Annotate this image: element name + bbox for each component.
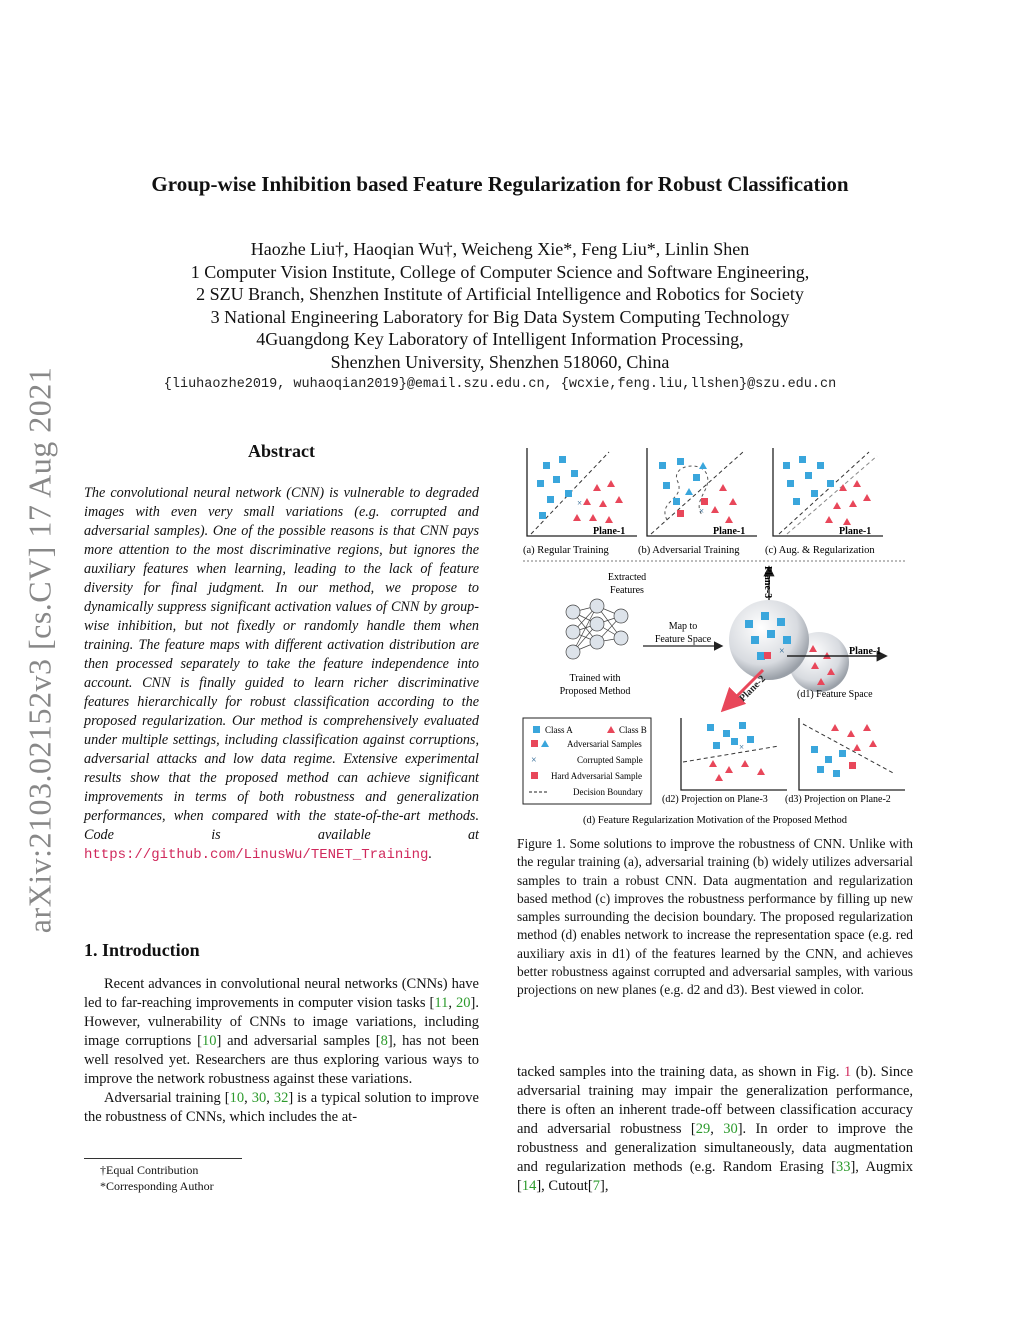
subcaption-c: (c) Aug. & Regularization: [765, 545, 875, 556]
svg-text:×: ×: [779, 646, 785, 657]
citation-11[interactable]: 11: [434, 995, 449, 1011]
intro-heading: 1. Introduction: [84, 940, 200, 960]
feature-space-spheres: [725, 566, 885, 708]
arxiv-id-text: arXiv:2103.02152v3 [cs.CV] 17 Aug 2021: [21, 366, 58, 934]
svg-text:×: ×: [739, 742, 745, 752]
citation-30-right[interactable]: 30: [723, 1121, 738, 1137]
abstract-body: The convolutional neural network (CNN) is vulnerable to degraded images with even very small variations (e.g. corrupted and adversarial samples). One of the possible reasons is that CNN pays more attention to the most discriminative regions, but ignores the auxiliary features when learning, leading to the lack of feature diversity for final judgment. In our method, we propose to dynamically suppress significant activation values of CNN by group-wise inhibition, but not fixedly or randomly handle them when training. The feature maps with different activation distribution are then processed separately to take the feature independence into account. CNN is finally guided to learn richer discriminative features hierarchically for robust classification according to the proposed regularization. Our method is comprehensively evaluated under multiple settings, including classification against corruptions, adversarial attacks and low data regime. Extensive experimental results show that the proposed method can achieve significant improvements in terms of both robustness and generalization performances, when compared with the state-of-the-art methods. Code is available at: [84, 485, 479, 843]
plane-1-a: Plane-1: [593, 526, 626, 537]
d1-label: (d1) Feature Space: [797, 689, 873, 700]
panel-c: [765, 448, 883, 556]
plane-1-c: Plane-1: [839, 526, 872, 537]
footnotes: [100, 1162, 214, 1194]
map-label-1: Map to: [668, 621, 698, 632]
affiliation-3: 3 National Engineering Laboratory for Big Data System Computing Technology: [210, 306, 790, 327]
abstract-text: [84, 484, 479, 865]
svg-text:×: ×: [531, 755, 537, 766]
d3-label: (d3) Projection on Plane-2: [785, 794, 891, 805]
author-emails: {liuhaozhe2019, wuhaoqian2019}@email.szu.edu.cn, {wcxie,feng.liu,llshen}@szu.edu.cn: [163, 377, 837, 392]
affiliation-1: 1 Computer Vision Institute, College of Computer Science and Software Engineering,: [190, 261, 810, 282]
intro-text: [84, 975, 479, 1127]
subcaption-a: (a) Regular Training: [523, 545, 609, 556]
panel-b: [638, 448, 757, 556]
subcaption-b: (b) Adversarial Training: [638, 545, 740, 556]
figure-ref-1[interactable]: 1: [843, 1064, 852, 1080]
legend-class-a: Class A: [545, 725, 573, 735]
plane-2-label: Plane-2: [737, 673, 768, 705]
trained-label-2: Proposed Method: [559, 686, 631, 697]
legend-adversarial: Adversarial Samples: [567, 739, 642, 749]
map-label-2: Feature Space: [654, 634, 712, 645]
d2-label: (d2) Projection on Plane-3: [662, 794, 768, 805]
intro-paragraph-2: Adversarial training [10, 30, 32] is a typical solution to improve the robustness of CNNs, which includes the at-: [84, 1090, 479, 1125]
panel-d2: [662, 718, 787, 805]
network-diagram: [566, 599, 628, 659]
citation-30[interactable]: 30: [251, 1090, 267, 1106]
plane-1-d: Plane-1: [849, 646, 882, 657]
right-column-text: tacked samples into the training data, as shown in Fig. 1 (b). Since adversarial training may impair the generalization performance, there is often an inherent trade-off between classification accuracy and adversarial robustness [29, 30]. In order to improve the robustness and generalization simultaneously, data augmentation and regularization methods (e.g. Random Erasing [33], Augmix [14], Cutout[7],: [517, 1064, 914, 1194]
panel-d3: [785, 718, 905, 805]
arxiv-identifier: [8, 350, 72, 950]
svg-text:×: ×: [699, 506, 705, 516]
d-caption: (d) Feature Regularization Motivation of the Proposed Method: [583, 815, 847, 826]
extracted-label-1: Extracted: [607, 572, 647, 583]
intro-paragraph-1: Recent advances in convolutional neural networks (CNNs) have led to far-reaching improvements in computer vision tasks [11, 20]. However, vulnerability of CNNs to image variations, including image corruptions [10] and adversarial samples [8], has not been well resolved yet. Researchers are thus exploring various ways to improve the network robustness against these variations.: [84, 976, 480, 1087]
abstract-end: .: [428, 846, 433, 862]
footnote-equal: †Equal Contribution: [100, 1163, 199, 1177]
legend: [523, 718, 651, 804]
citation-10b[interactable]: 10: [229, 1090, 245, 1106]
author-block: [60, 238, 940, 373]
authors: Haozhe Liu†, Haoqian Wu†, Weicheng Xie*, Feng Liu*, Linlin Shen: [250, 239, 750, 259]
citation-20[interactable]: 20: [456, 995, 471, 1011]
plane-3-label: Plane-3: [762, 566, 773, 599]
extracted-label-2: Features: [610, 585, 644, 596]
trained-label-1: Trained with: [569, 673, 621, 684]
affiliation-5: Shenzhen University, Shenzhen 518060, China: [330, 351, 670, 372]
figure-caption: Figure 1. Some solutions to improve the robustness of CNN. Unlike with the regular training (a), adversarial training (b) widely utilizes adversarial samples to train a robust CNN. Data augmentation and regularization based method (c) improves the robustness performance by filling up new samples surrounding the decision boundary. The proposed regularization method (d) enables network to increase the representation space (e.g. red auxiliary axis in d1) of the features learned by the CNN, and achieves better robustness against corrupted and adversarial samples, with various projections on new planes (e.g. d2 and d3). Best viewed in color.: [517, 836, 913, 998]
plane-1-b: Plane-1: [713, 526, 746, 537]
legend-class-b: Class B: [619, 725, 647, 735]
citation-10[interactable]: 10: [201, 1033, 217, 1049]
citation-29[interactable]: 29: [695, 1121, 711, 1137]
legend-corrupted: Corrupted Sample: [577, 755, 643, 765]
citation-33[interactable]: 33: [835, 1159, 851, 1175]
footnote-corresponding: *Corresponding Author: [100, 1179, 214, 1193]
figure-1: [517, 440, 913, 830]
citation-8[interactable]: 8: [380, 1033, 388, 1049]
code-link[interactable]: https://github.com/LinusWu/TENET_Training: [84, 847, 429, 863]
paper-title: Group-wise Inhibition based Feature Regularization for Robust Classification: [151, 172, 849, 196]
panel-a: [523, 448, 637, 556]
citation-7[interactable]: 7: [592, 1178, 600, 1194]
legend-boundary: Decision Boundary: [573, 787, 643, 797]
footnote-rule: [84, 1158, 242, 1159]
citation-32[interactable]: 32: [273, 1090, 289, 1106]
svg-text:×: ×: [577, 498, 583, 508]
affiliation-4: 4Guangdong Key Laboratory of Intelligent Information Processing,: [256, 329, 744, 349]
affiliation-2: 2 SZU Branch, Shenzhen Institute of Artificial Intelligence and Robotics for Society: [196, 284, 804, 304]
legend-hard: Hard Adversarial Sample: [551, 771, 642, 781]
citation-14[interactable]: 14: [521, 1178, 537, 1194]
abstract-heading: Abstract: [248, 441, 315, 461]
